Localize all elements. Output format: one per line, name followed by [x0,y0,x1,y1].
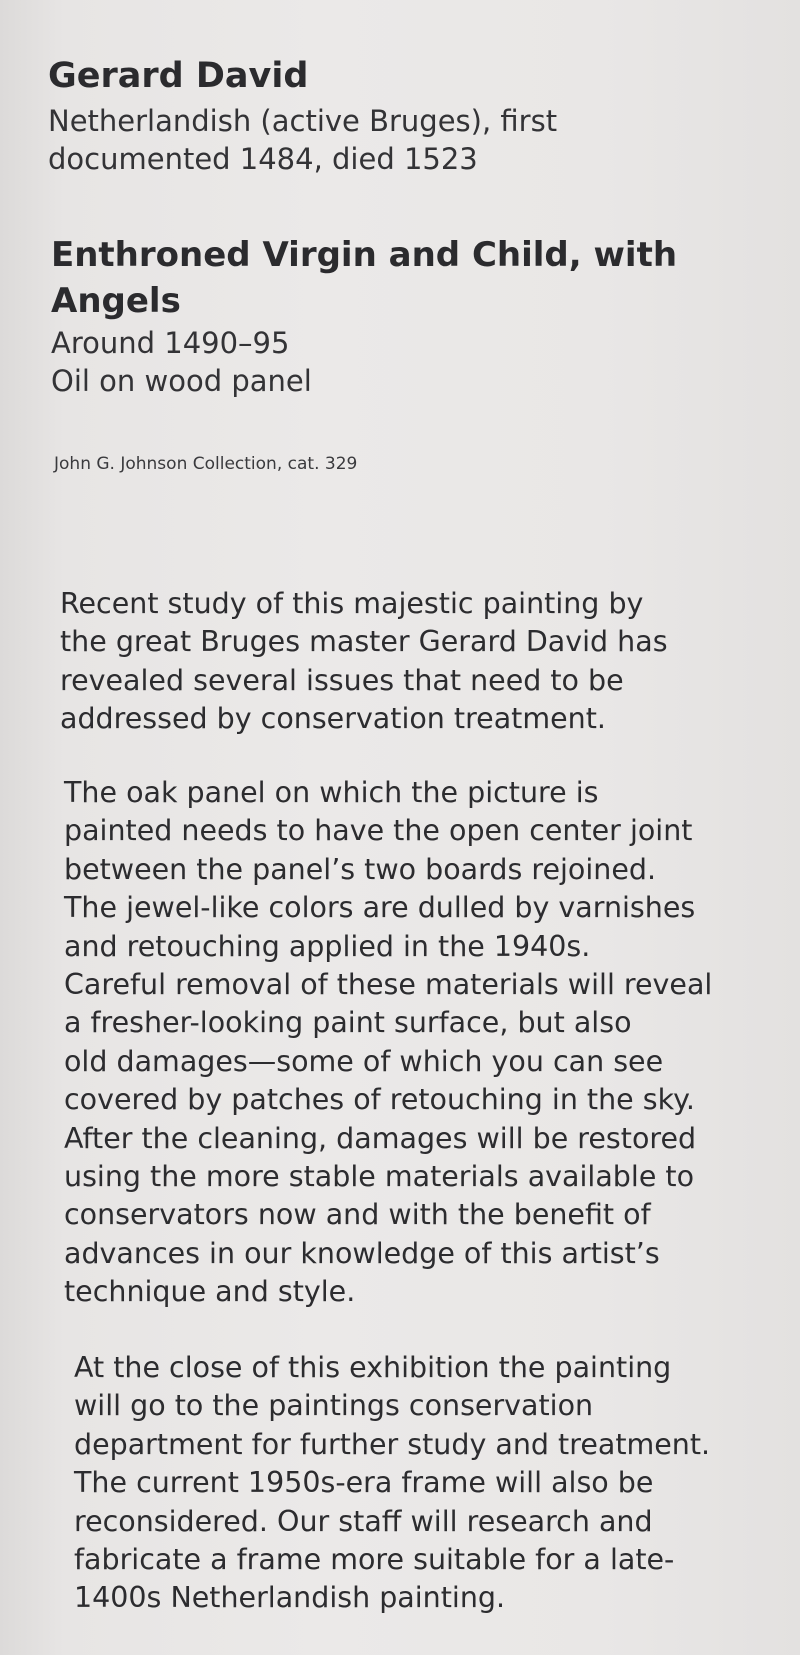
body-paragraph [64,774,744,1312]
artwork-title-line: Angels [51,281,181,321]
body-line: a fresher-looking paint surface, but also [64,1006,632,1040]
body-line: conservators now and with the benefit of [64,1198,651,1232]
artist-name: Gerard David [48,56,309,96]
artwork-title-line: Enthroned Virgin and Child, with [51,235,678,275]
body-line: fabricate a frame more suitable for a late- [74,1543,675,1577]
body-line: The oak panel on which the picture is [64,776,599,809]
body-line: After the cleaning, damages will be restored [64,1121,697,1155]
artwork-block [51,232,751,400]
body-line: reconsidered. Our staff will research and [74,1504,653,1538]
artist-bio-line: Netherlandish (active Bruges), first [48,104,558,138]
body-paragraph [74,1349,754,1618]
body-line: 1400s Netherlandish painting. [74,1581,506,1615]
artwork-date: Around 1490–95 [51,326,290,360]
body-line: old damages—some of which you can see [64,1044,664,1078]
body-line: between the panel’s two boards rejoined. [64,852,657,886]
body-line: covered by patches of retouching in the sky. [64,1083,695,1117]
body-paragraph [60,585,740,739]
credit-line: John G. Johnson Collection, cat. 329 [54,454,358,474]
artwork-title [51,232,731,324]
body-line: technique and style. [64,1275,356,1309]
body-line: At the close of this exhibition the painting [74,1351,672,1384]
body-line: Recent study of this majestic painting by [60,587,644,620]
artwork-medium: Oil on wood panel [51,364,312,398]
artist-bio [48,102,608,178]
body-line: revealed several issues that need to be [60,663,624,697]
body-line: using the more stable materials available to [64,1160,695,1194]
artist-block [48,52,748,178]
body-line: will go to the paintings conservation [74,1389,594,1423]
body-line: painted needs to have the open center joint [64,814,693,848]
body-line: Careful removal of these materials will reveal [64,968,713,1002]
body-line: department for further study and treatment. [74,1427,711,1461]
body-line: advances in our knowledge of this artist’s [64,1236,660,1270]
body-line: The jewel-like colors are dulled by varnishes [64,891,696,925]
body-line: addressed by conservation treatment. [60,702,606,736]
body-line: and retouching applied in the 1940s. [64,929,591,963]
body-line: The current 1950s-era frame will also be [74,1466,654,1500]
artist-bio-line: documented 1484, died 1523 [48,142,478,176]
body-line: the great Bruges master Gerard David has [60,625,668,659]
